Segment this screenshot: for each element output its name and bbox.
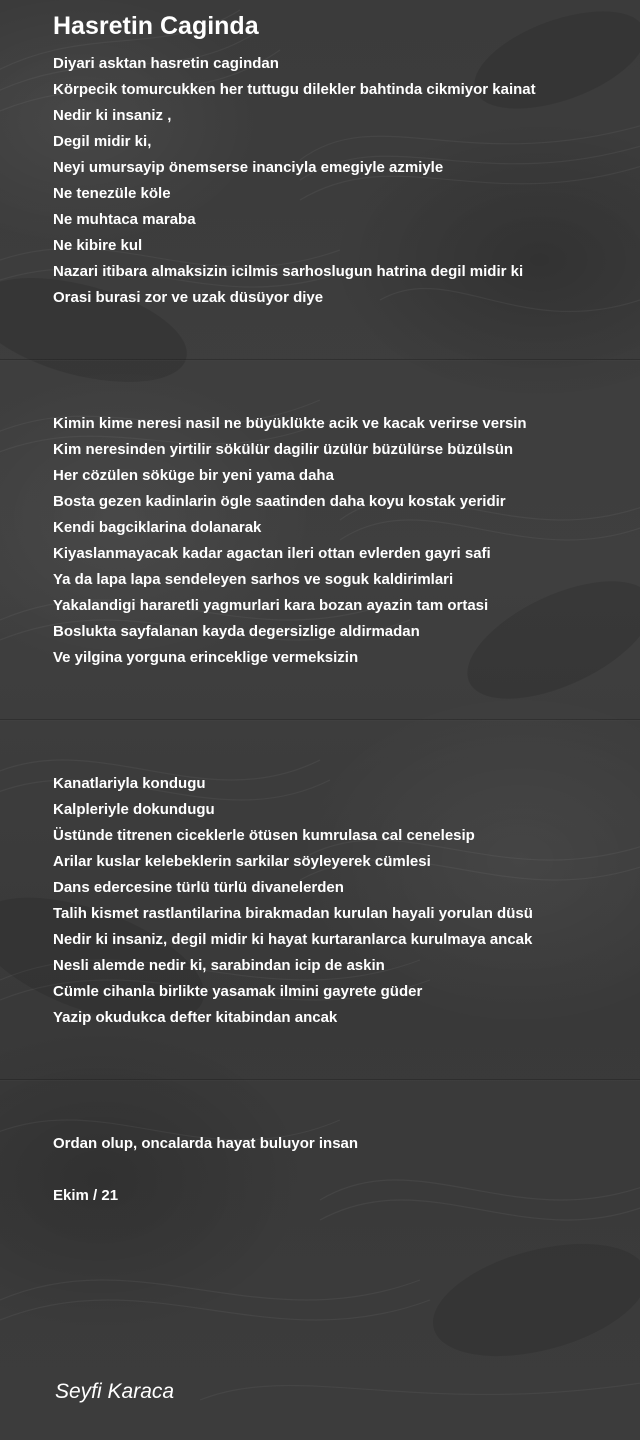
poem-line: Körpecik tomurcukken her tuttugu dilekler bahtinda cikmiyor kainat	[53, 81, 536, 98]
poem-line: Neyi umursayip önemserse inanciyla emegiyle azmiyle	[53, 159, 444, 176]
poem-line: Kalpleriyle dokundugu	[53, 801, 215, 818]
panel-divider	[0, 1079, 640, 1081]
poem-line: Ne muhtaca maraba	[53, 211, 196, 228]
poem-line: Nedir ki insaniz ,	[53, 107, 172, 124]
poem-title: Hasretin Caginda	[53, 12, 259, 40]
stanza-4	[53, 1131, 633, 1157]
poem-line: Kim neresinden yirtilir sökülür dagilir üzülür büzülürse büzülsün	[53, 441, 514, 458]
poem-line: Bosta gezen kadinlarin ögle saatinden daha koyu kostak yeridir	[53, 493, 506, 510]
poem-line: Dans edercesine türlü türlü divanelerden	[53, 879, 344, 896]
poem-line: Yakalandigi hararetli yagmurlari kara bozan ayazin tam ortasi	[53, 597, 489, 614]
poem-line: Nesli alemde nedir ki, sarabindan icip de askin	[53, 957, 385, 974]
author-signature: Seyfi Karaca	[55, 1380, 175, 1403]
poem-line: Ordan olup, oncalarda hayat buluyor insan	[53, 1135, 359, 1152]
poem-line: Arilar kuslar kelebeklerin sarkilar söyleyerek cümlesi	[53, 853, 431, 870]
poem-line: Degil midir ki,	[53, 133, 152, 150]
dateline-text: Ekim / 21	[53, 1187, 119, 1204]
poem-line: Orasi burasi zor ve uzak düsüyor diye	[53, 289, 324, 306]
poem-line: Ne tenezüle köle	[53, 185, 171, 202]
poem-line: Nazari itibara almaksizin icilmis sarhoslugun hatrina degil midir ki	[53, 263, 524, 280]
poem-line: Ya da lapa lapa sendeleyen sarhos ve soguk kaldirimlari	[53, 571, 454, 588]
poem-line: Boslukta sayfalanan kayda degersizlige aldirmadan	[53, 623, 420, 640]
poem-dateline	[53, 1183, 633, 1209]
poem-line: Kimin kime neresi nasil ne büyüklükte acik ve kacak verirse versin	[53, 415, 527, 432]
poem-line: Diyari asktan hasretin cagindan	[53, 55, 279, 72]
panel-divider	[0, 359, 640, 361]
poem-line: Kendi bagciklarina dolanarak	[53, 519, 262, 536]
poem-line: Cümle cihanla birlikte yasamak ilmini gayrete güder	[53, 983, 423, 1000]
poem-line: Nedir ki insaniz, degil midir ki hayat kurtaranlarca kurulmaya ancak	[53, 931, 533, 948]
poem-line: Yazip okudukca defter kitabindan ancak	[53, 1009, 338, 1026]
stanza-3	[53, 771, 633, 1031]
poem-line: Her cözülen söküge bir yeni yama daha	[53, 467, 334, 484]
poem-line: Kiyaslanmayacak kadar agactan ileri ottan evlerden gayri safi	[53, 545, 491, 562]
stanza-2	[53, 411, 633, 671]
poem-line: Talih kismet rastlantilarina birakmadan kurulan hayali yorulan düsü	[53, 905, 533, 922]
poem-line: Kanatlariyla kondugu	[53, 775, 206, 792]
panel-divider	[0, 719, 640, 721]
poem-line: Ne kibire kul	[53, 237, 143, 254]
poem-line: Üstünde titrenen ciceklerle ötüsen kumrulasa cal cenelesip	[53, 827, 475, 844]
poem-line: Ve yilgina yorguna erinceklige vermeksizin	[53, 649, 359, 666]
stanza-1	[53, 51, 633, 311]
